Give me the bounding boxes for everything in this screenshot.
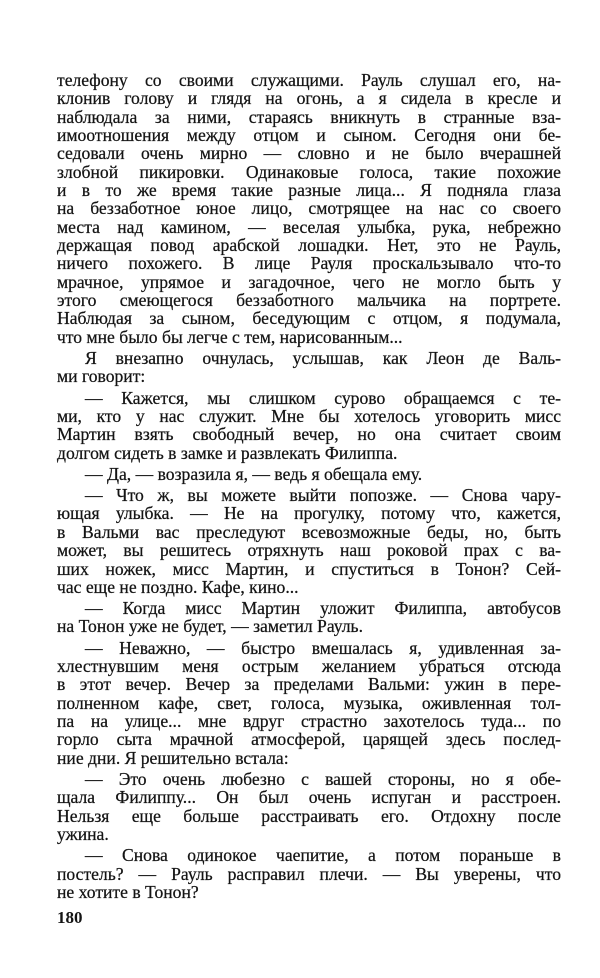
text-line: ние дни. Я решительно встала: xyxy=(57,747,289,768)
text-line: Наблюдая за сыном, беседующим с отцом, я подумала, xyxy=(57,308,561,329)
text-line: ших ножек, мисс Мартин, и спуститься в Тонон? Сей- xyxy=(57,558,561,579)
text-line: ничего похожего. В лице Рауля проскальзывало что-то xyxy=(57,253,561,274)
paragraph xyxy=(57,846,561,901)
text-line: долгом сидеть в замке и развлекать Филиппа. xyxy=(57,442,398,463)
paragraph xyxy=(57,349,561,386)
text-line: — Да, — возразила я, — ведь я обещала ему. xyxy=(85,463,423,484)
text-line: па на улице... мне вдруг страстно захотелось туда... по xyxy=(57,711,561,732)
text-line: час еще не поздно. Кафе, кино... xyxy=(57,576,299,597)
text-line: злобной пикировки. Одинаковые голоса, такие похожие xyxy=(57,161,561,182)
text-line: места над камином, — веселая улыбка, рука, небрежно xyxy=(57,216,561,237)
text-line: постель? — Рауль расправил плечи. — Вы уверены, что xyxy=(57,863,561,884)
text-line: полненном кафе, свет, голоса, музыка, оживленная тол- xyxy=(57,692,561,713)
text-line: может, вы решитесь отряхнуть наш роковой прах с ва- xyxy=(57,540,561,561)
text-line: в этот вечер. Вечер за пределами Вальми: ужин в пере- xyxy=(57,674,561,695)
text-line: телефону со своими служащими. Рауль слушал его, на- xyxy=(57,70,561,90)
text-line: — Кажется, мы слишком сурово обращаемся с те- xyxy=(85,387,561,408)
text-line: что мне было бы легче с тем, нарисованным... xyxy=(57,326,403,347)
text-line: наблюдала за ними, стараясь вникнуть в странные вза- xyxy=(57,106,561,127)
paragraph xyxy=(57,389,561,462)
text-line: щала Филиппу... Он был очень испуган и расстроен. xyxy=(57,787,561,808)
paragraph xyxy=(57,639,561,767)
text-line: Нельзя еще больше расстраивать его. Отдохну после xyxy=(57,805,561,826)
text-line: держащая повод арабской лошадки. Нет, это не Рауль, xyxy=(57,235,561,256)
text-line: имоотношения между отцом и сыном. Сегодня они бе- xyxy=(57,125,561,146)
text-line: Я внезапно очнулась, услышав, как Леон де Валь- xyxy=(85,348,561,369)
text-line: — Это очень любезно с вашей стороны, но я обе- xyxy=(85,768,561,789)
text-line: горло сыта мрачной атмосферой, царящей здесь послед- xyxy=(57,729,561,750)
text-line: хлестнувшим меня острым желанием убраться отсюда xyxy=(57,656,561,676)
text-line: — Что ж, вы можете выйти попозже. — Снова чару- xyxy=(85,485,561,506)
text-line: мрачное, упрямое и загадочное, чего не могло быть у xyxy=(57,271,561,292)
text-line: клонив голову и глядя на огонь, а я сидела в кресле и xyxy=(57,88,561,109)
text-line: Мартин взять свободный вечер, но она считает своим xyxy=(57,424,561,445)
paragraph xyxy=(57,486,561,596)
text-line: не хотите в Тонон? xyxy=(57,881,199,902)
text-line: — Когда мисс Мартин уложит Филиппа, автобусов xyxy=(85,598,561,619)
book-page-text xyxy=(57,71,561,901)
text-line: — Неважно, — быстро вмешалась я, удивленная за- xyxy=(85,637,561,658)
text-line: ющая улыбка. — Не на прогулку, потому что, кажется, xyxy=(57,503,561,524)
text-line: на беззаботное юное лицо, смотрящее на нас со своего xyxy=(57,198,561,219)
paragraph xyxy=(57,599,561,636)
text-line: седовали очень мирно — словно и не было вчерашней xyxy=(57,143,561,164)
page-number: 180 xyxy=(57,908,83,927)
text-line: в Вальми вас преследуют всевозможные беды, но, быть xyxy=(57,521,561,542)
paragraph xyxy=(57,770,561,843)
text-line: ужина. xyxy=(57,823,109,844)
text-line: на Тонон уже не будет, — заметил Рауль. xyxy=(57,616,363,637)
paragraph xyxy=(57,465,561,483)
text-line: и в то же время такие разные лица... Я подняла глаза xyxy=(57,180,561,201)
text-line: ми говорит: xyxy=(57,366,146,387)
text-line: ми, кто у нас служит. Мне бы хотелось уговорить мисс xyxy=(57,405,561,426)
text-line: — Снова одинокое чаепитие, а потом пораньше в xyxy=(85,845,561,866)
paragraph xyxy=(57,71,561,346)
text-line: этого смеющегося беззаботного мальчика на портрете. xyxy=(57,290,561,311)
